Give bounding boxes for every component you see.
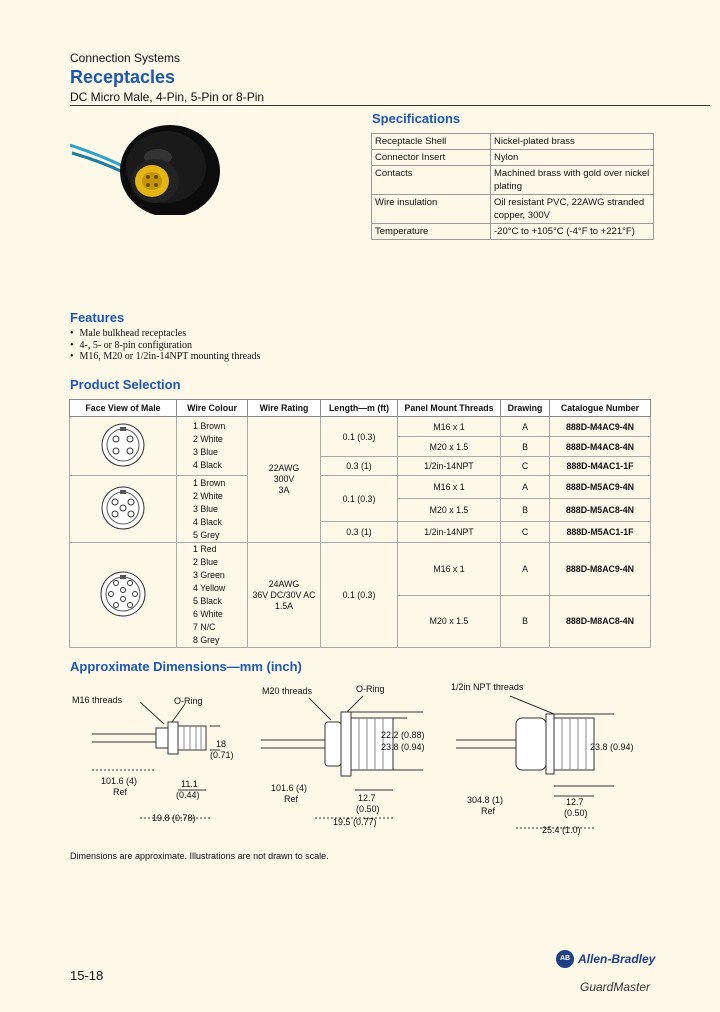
length-cell: 0.1 (0.3) <box>321 476 398 522</box>
length-cell: 0.3 (1) <box>321 457 398 476</box>
threads-cell: 1/2in-14NPT <box>398 522 501 543</box>
specifications-title: Specifications <box>372 111 461 126</box>
dim-b-threads: M20 threads <box>262 686 313 696</box>
spec-value: Machined brass with gold over nickel plating <box>491 166 654 195</box>
catalogue-number: 888D-M5AC9-4N <box>550 476 651 499</box>
dim-c-width: 12.7 <box>566 797 584 807</box>
connector-4pin-icon <box>99 421 147 469</box>
spec-label: Wire insulation <box>372 195 491 224</box>
drawing-cell: A <box>501 543 550 596</box>
wire-item: 6 White <box>193 609 223 619</box>
wire-item: 4 Black <box>193 460 222 470</box>
catalogue-number: 888D-M4AC8-4N <box>550 437 651 457</box>
feature-item: • M16, M20 or 1/2in-14NPT mounting threads <box>70 351 260 363</box>
header-divider <box>70 105 710 106</box>
rating-line: 24AWG <box>268 578 300 589</box>
wire-colours <box>177 476 248 543</box>
product-selection-title: Product Selection <box>70 377 181 392</box>
spec-label: Receptacle Shell <box>372 134 491 150</box>
threads-cell: M16 x 1 <box>398 543 501 596</box>
col-header: Wire Colour <box>177 400 248 417</box>
wire-item: 5 Black <box>193 596 222 606</box>
rating-line: 22AWG <box>268 463 300 473</box>
product-line: GuardMaster <box>580 980 651 994</box>
brand-name: Allen-Bradley <box>578 952 656 966</box>
dim-a-total: 19.8 (0.78) <box>152 813 196 823</box>
wire-item: 2 Blue <box>193 557 218 567</box>
page-subtitle: DC Micro Male, 4-Pin, 5-Pin or 8-Pin <box>70 90 265 104</box>
col-header: Length—m (ft) <box>321 400 398 417</box>
drawing-cell: B <box>501 437 550 457</box>
page-title: Receptacles <box>70 67 176 87</box>
catalogue-number: 888D-M8AC8-4N <box>550 595 651 648</box>
wire-item: 2 White <box>193 434 223 444</box>
features-list <box>70 328 260 363</box>
threads-cell: 1/2in-14NPT <box>398 457 501 476</box>
table-row <box>70 417 651 437</box>
dimensions-title: Approximate Dimensions—mm (inch) <box>70 659 302 674</box>
wire-colours <box>177 417 248 476</box>
wire-item: 7 N/C <box>193 622 216 632</box>
dim-a-width: 11.1 <box>181 779 198 789</box>
spec-value: Nickel-plated brass <box>491 134 654 150</box>
spec-value: Oil resistant PVC, 22AWG stranded copper, 300V <box>491 195 654 224</box>
catalogue-number: 888D-M5AC8-4N <box>550 499 651 522</box>
allen-bradley-logo-icon: AB <box>556 950 574 968</box>
drawing-cell: A <box>501 476 550 499</box>
wire-colours <box>177 543 248 648</box>
wire-rating <box>248 543 321 648</box>
section-label: Connection Systems <box>70 51 181 65</box>
connector-5pin-icon <box>99 484 147 532</box>
dim-c-ref: Ref <box>481 806 496 816</box>
spec-row <box>372 134 654 150</box>
product-selection-table <box>69 399 651 648</box>
dim-c-d1: 23.8 (0.94) <box>590 742 634 752</box>
dim-b-cable: 101.6 (4) <box>271 783 308 793</box>
wire-item: 8 Grey <box>193 635 220 645</box>
wire-item: 5 Grey <box>193 529 220 540</box>
length-cell: 0.1 (0.3) <box>321 417 398 457</box>
features-title: Features <box>70 310 125 325</box>
dim-b-width-in: (0.50) <box>356 804 380 814</box>
dim-b-total: 19.5 (0.77) <box>333 817 377 827</box>
spec-label: Contacts <box>372 166 491 195</box>
col-header: Face View of Male <box>70 400 177 417</box>
face-view-4pin <box>70 417 177 476</box>
drawing-cell: C <box>501 457 550 476</box>
feature-item: • 4-, 5- or 8-pin configuration <box>70 340 260 352</box>
length-cell: 0.1 (0.3) <box>321 543 398 648</box>
wire-item: 2 White <box>193 490 223 501</box>
dim-a-oring: O-Ring <box>174 696 203 706</box>
threads-cell: M16 x 1 <box>398 417 501 437</box>
catalogue-number: 888D-M4AC9-4N <box>550 417 651 437</box>
dim-c-cable: 304.8 (1) <box>467 795 504 805</box>
threads-cell: M20 x 1.5 <box>398 499 501 522</box>
dim-b-d2: 23.8 (0.94) <box>381 742 425 752</box>
col-header: Catalogue Number <box>550 400 651 417</box>
dim-c-total: 25.4 (1.0) <box>542 825 581 835</box>
dim-b-ref: Ref <box>284 794 299 804</box>
drawing-c <box>450 690 620 840</box>
dim-a-dia-in: (0.71) <box>210 750 234 760</box>
dim-b-oring: O-Ring <box>356 684 385 694</box>
wire-item: 1 Brown <box>193 477 226 488</box>
catalogue-number: 888D-M8AC9-4N <box>550 543 651 596</box>
rating-line: 300V <box>273 474 295 484</box>
drawing-b <box>255 690 430 830</box>
wire-item: 4 Black <box>193 516 222 527</box>
drawing-cell: B <box>501 499 550 522</box>
drawing-cell: C <box>501 522 550 543</box>
dim-c-width-in: (0.50) <box>564 808 588 818</box>
receptacle-photo <box>70 115 220 215</box>
spec-row <box>372 150 654 166</box>
dim-b-width: 12.7 <box>358 793 376 803</box>
drawing-cell: B <box>501 595 550 648</box>
dim-a-width-in: (0.44) <box>176 790 200 800</box>
threads-cell: M20 x 1.5 <box>398 437 501 457</box>
table-header-row <box>70 400 651 417</box>
spec-row <box>372 224 654 240</box>
wire-rating <box>248 417 321 543</box>
dim-b-d1: 22.2 (0.88) <box>381 730 425 740</box>
connector-8pin-icon <box>98 569 148 619</box>
spec-value: -20°C to +105°C (-4°F to +221°F) <box>491 224 654 240</box>
page-number: 15-18 <box>70 968 104 983</box>
dim-a-dia: 18 <box>216 739 227 749</box>
dim-a-ref: Ref <box>113 787 128 797</box>
dim-a-cable: 101.6 (4) <box>101 776 138 786</box>
catalogue-number: 888D-M4AC1-1F <box>550 457 651 476</box>
rating-line: 3A <box>278 485 290 495</box>
dim-a-threads: M16 threads <box>72 695 123 705</box>
spec-label: Temperature <box>372 224 491 240</box>
wire-item: 3 Blue <box>193 447 218 457</box>
wire-item: 3 Blue <box>193 503 218 514</box>
feature-item: • Male bulkhead receptacles <box>70 328 260 340</box>
wire-item: 4 Yellow <box>193 583 226 593</box>
col-header: Panel Mount Threads <box>398 400 501 417</box>
col-header: Wire Rating <box>248 400 321 417</box>
drawing-a <box>70 690 240 830</box>
specifications-table <box>371 133 654 240</box>
length-cell: 0.3 (1) <box>321 522 398 543</box>
face-view-5pin <box>70 476 177 543</box>
spec-row <box>372 195 654 224</box>
dim-c-threads: 1/2in NPT threads <box>451 682 524 692</box>
dimensions-note: Dimensions are approximate. Illustrations are not drawn to scale. <box>70 851 329 861</box>
threads-cell: M16 x 1 <box>398 476 501 499</box>
table-row <box>70 476 651 499</box>
spec-value: Nylon <box>491 150 654 166</box>
wire-item: 3 Green <box>193 570 225 580</box>
catalogue-number: 888D-M5AC1-1F <box>550 522 651 543</box>
drawing-cell: A <box>501 417 550 437</box>
spec-row <box>372 166 654 195</box>
col-header: Drawing <box>501 400 550 417</box>
threads-cell: M20 x 1.5 <box>398 595 501 648</box>
wire-item: 1 Red <box>193 544 217 554</box>
spec-label: Connector Insert <box>372 150 491 166</box>
wire-item: 1 Brown <box>193 421 226 431</box>
rating-line: 1.5A <box>274 600 294 611</box>
rating-line: 36V DC/30V AC <box>252 589 316 600</box>
face-view-8pin <box>70 543 177 648</box>
table-row <box>70 543 651 596</box>
